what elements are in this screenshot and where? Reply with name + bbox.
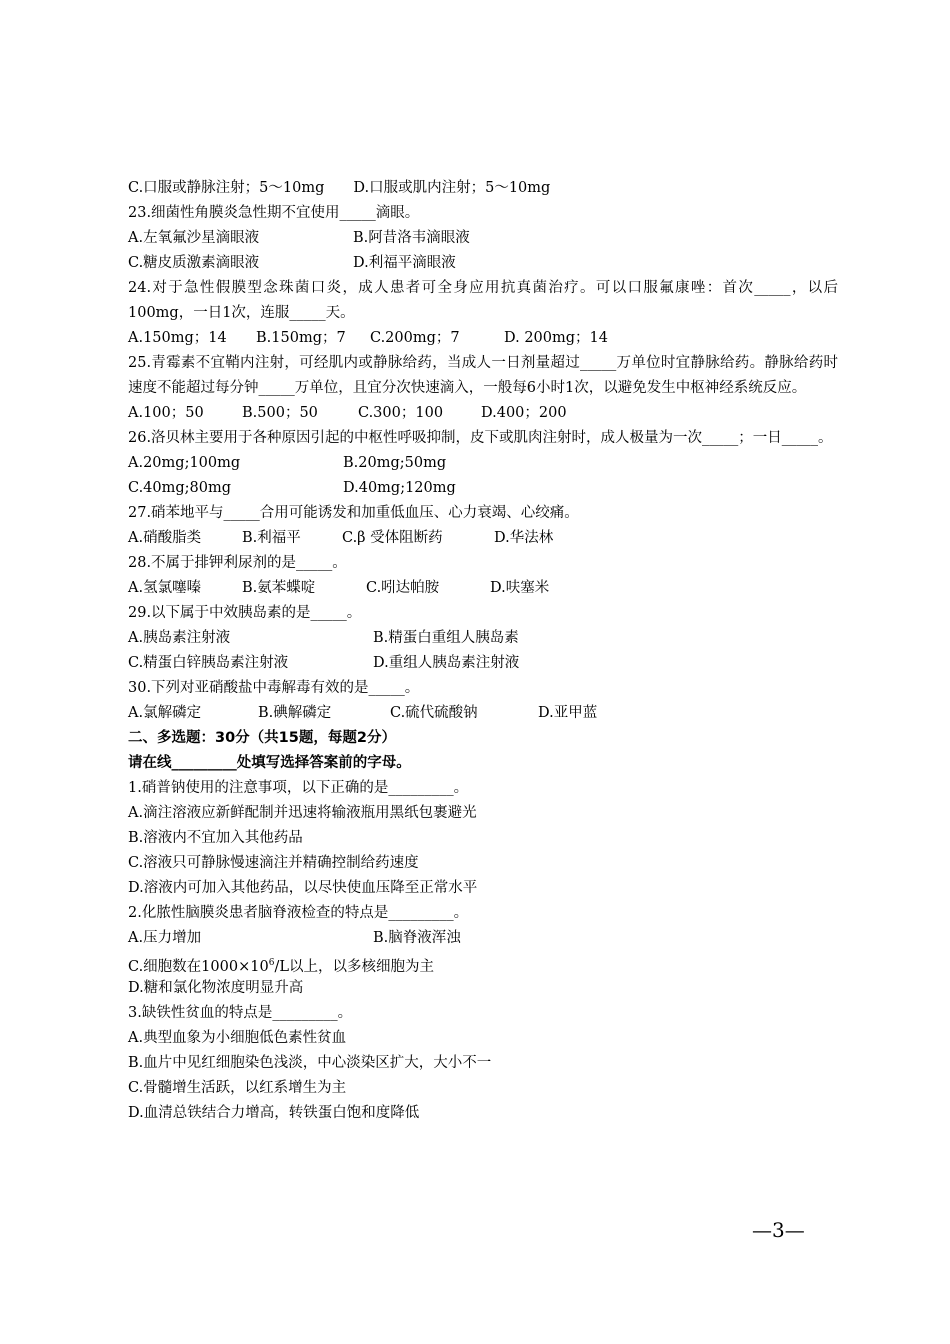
options-26-cd [128,476,838,501]
options-30 [128,701,838,726]
option-30-a: A.氯解磷定 [128,705,202,721]
option-24-b: B.150mg；7 [256,330,346,346]
options-23-cd [128,251,838,276]
option-27-c: C.β 受体阻断药 [342,530,443,546]
question-30: 30.下列对亚硝酸盐中毒解毒有效的是_____。 [128,680,420,696]
mq-2-c-post: /L以上，以多核细胞为主 [274,958,434,975]
mq-2-b: B.脑脊液浑浊 [373,930,461,946]
question-27: 27.硝苯地平与_____合用可能诱发和加重低血压、心力衰竭、心绞痛。 [128,505,579,521]
option-30-c: C.硫代硫酸钠 [390,705,478,721]
page-content [128,176,838,1126]
mq-3: 3.缺铁性贫血的特点是_________。 [128,1005,353,1021]
options-23-ab [128,226,838,251]
option-23-a: A.左氧氟沙星滴眼液 [128,230,260,246]
option-25-a: A.100；50 [128,405,204,421]
mq-2-c-sup: 6 [268,958,275,968]
option-26-c: C.40mg;80mg [128,480,232,496]
mq-1-b: B.溶液内不宜加入其他药品 [128,830,303,846]
mq-1: 1.硝普钠使用的注意事项，以下正确的是_________。 [128,780,469,796]
option-line-22-cd: C.口服或静脉注射；5～10mg D.口服或肌内注射；5～10mg [128,180,551,196]
option-25-d: D.400；200 [481,405,567,421]
option-28-b: B.氨苯蝶啶 [242,580,316,596]
mq-3-b: B.血片中见红细胞染色浅淡，中心淡染区扩大，大小不一 [128,1055,492,1071]
mq-3-a: A.典型血象为小细胞低色素性贫血 [128,1030,347,1046]
option-24-c: C.200mg；7 [370,330,460,346]
option-23-b: B.阿昔洛韦滴眼液 [353,230,470,246]
mq-2-d: D.糖和氯化物浓度明显升高 [128,980,304,996]
mq-2-c-pre: C.细胞数在1000×10 [128,958,269,975]
option-23-c: C.糖皮质激素滴眼液 [128,255,260,271]
options-29-cd [128,651,838,676]
option-27-a: A.硝酸脂类 [128,530,202,546]
option-30-d: D.亚甲蓝 [538,705,598,721]
option-25-c: C.300；100 [358,405,444,421]
mq-2-a: A.压力增加 [128,930,202,946]
question-24: 24.对于急性假膜型念珠菌口炎，成人患者可全身应用抗真菌治疗。可以口服氟康唑：首次_____，以后100mg，一日1次，连服_____天。 [128,280,838,321]
options-28 [128,576,838,601]
option-29-c: C.精蛋白锌胰岛素注射液 [128,655,289,671]
options-25 [128,401,838,426]
option-28-d: D.呋塞米 [490,580,550,596]
section-2-instruction: 请在线_________处填写选择答案前的字母。 [128,755,411,771]
question-23: 23.细菌性角膜炎急性期不宜使用_____滴眼。 [128,205,420,221]
question-29: 29.以下属于中效胰岛素的是_____。 [128,605,362,621]
option-26-a: A.20mg;100mg [128,455,241,471]
option-24-d: D. 200mg；14 [504,330,608,346]
option-26-b: B.20mg;50mg [343,455,447,471]
option-24-a: A.150mg；14 [128,330,227,346]
mq-3-d: D.血清总铁结合力增高，转铁蛋白饱和度降低 [128,1105,420,1121]
option-28-a: A.氢氯噻嗪 [128,580,202,596]
options-26-ab [128,451,838,476]
section-2-title: 二、多选题：30分（共15题，每题2分） [128,730,396,746]
options-29-ab [128,626,838,651]
option-29-b: B.精蛋白重组人胰岛素 [373,630,519,646]
option-26-d: D.40mg;120mg [343,480,456,496]
option-27-d: D.华法林 [494,530,554,546]
mq-3-c: C.骨髓增生活跃，以红系增生为主 [128,1080,347,1096]
mq-2-ab [128,926,838,951]
option-28-c: C.吲达帕胺 [366,580,440,596]
options-24 [128,326,838,351]
question-28: 28.不属于排钾利尿剂的是_____。 [128,555,347,571]
option-30-b: B.碘解磷定 [258,705,332,721]
options-27 [128,526,838,551]
mq-1-d: D.溶液内可加入其他药品，以尽快使血压降至正常水平 [128,880,478,896]
mq-1-a: A.滴注溶液应新鲜配制并迅速将输液瓶用黑纸包裹避光 [128,805,477,821]
mq-2: 2.化脓性脑膜炎患者脑脊液检查的特点是_________。 [128,905,469,921]
mq-1-c: C.溶液只可静脉慢速滴注并精确控制给药速度 [128,855,419,871]
question-25: 25.青霉素不宜鞘内注射，可经肌内或静脉给药，当成人一日剂量超过_____万单位时宜静脉给药。静脉给药时速度不能超过每分钟_____万单位，且宜分次快速滴入，一般每6小时1次，以避免发生中枢神经系统反应。 [128,355,838,396]
option-23-d: D.利福平滴眼液 [353,255,456,271]
page-number: —3— [752,1218,805,1242]
option-29-d: D.重组人胰岛素注射液 [373,655,520,671]
question-26: 26.洛贝林主要用于各种原因引起的中枢性呼吸抑制，皮下或肌肉注射时，成人极量为一次_____；一日_____。 [128,430,833,446]
mq-2-c [128,951,838,976]
option-25-b: B.500；50 [242,405,318,421]
option-29-a: A.胰岛素注射液 [128,630,231,646]
option-27-b: B.利福平 [242,530,301,546]
